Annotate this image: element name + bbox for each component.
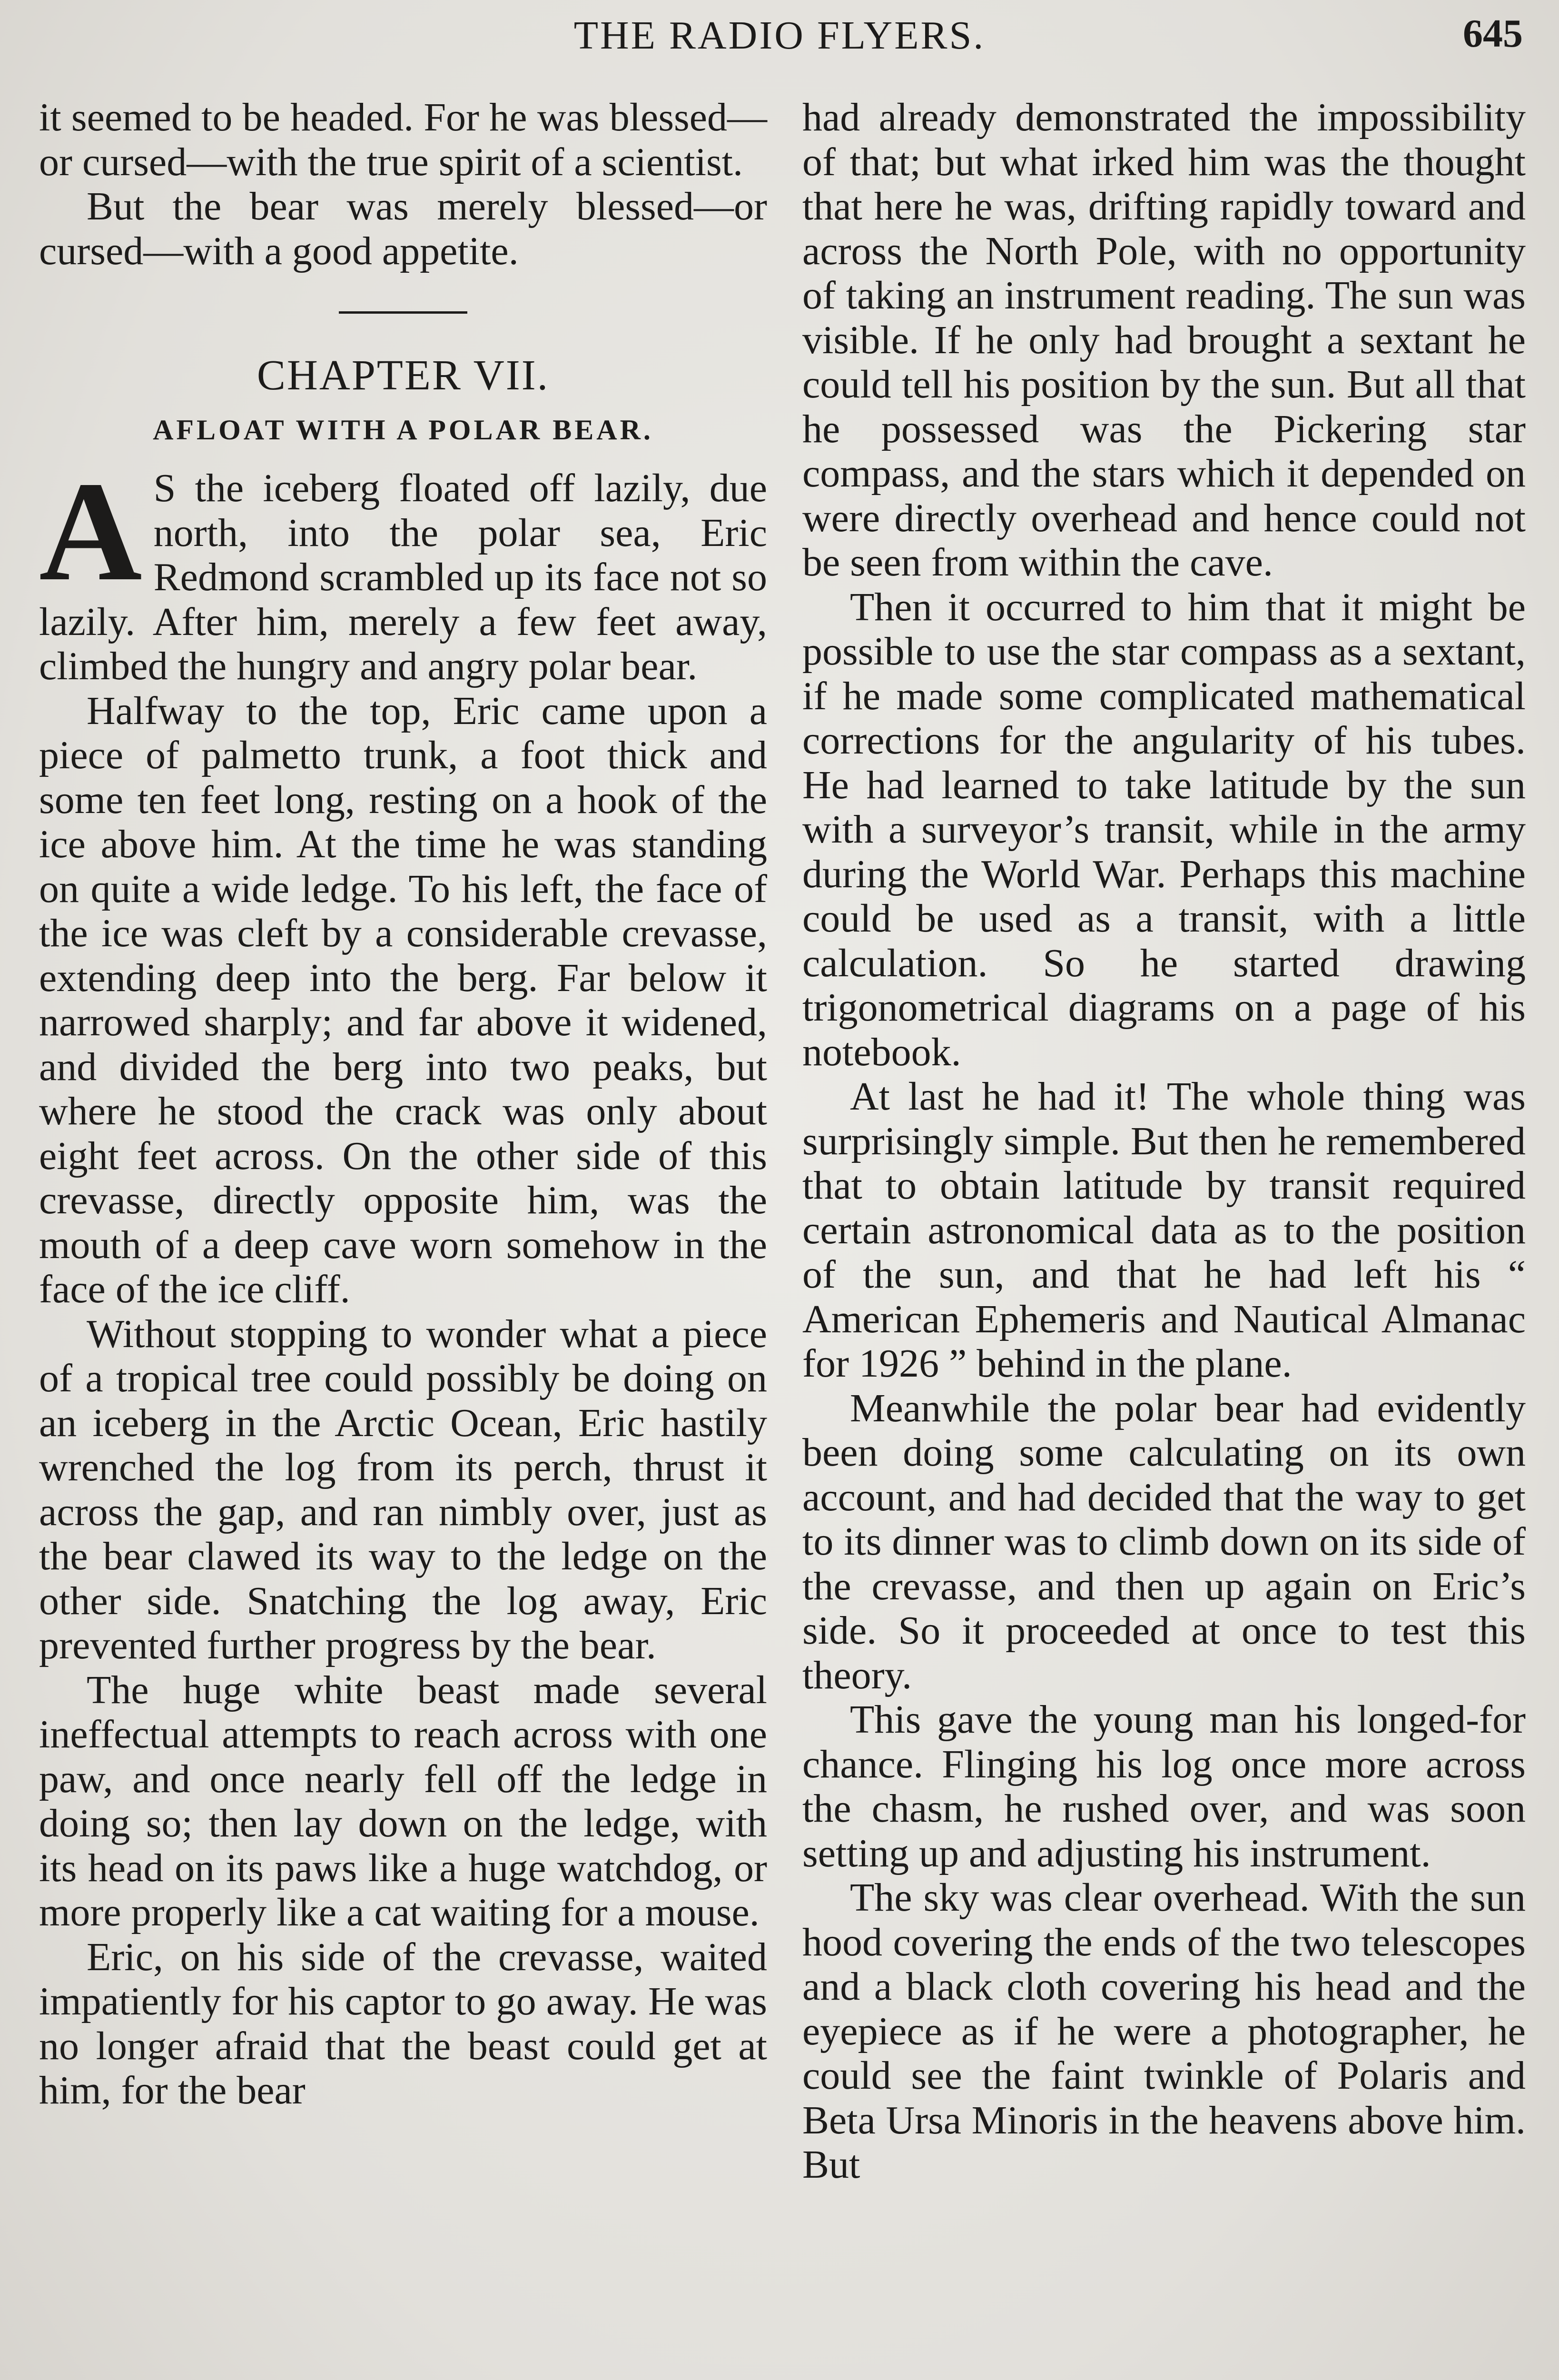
paragraph: had already demonstrated the impossibility of that; but what irked him was the thought that here he was, drifting rapidly toward and across the North Pole, with no opportunity of taking an instrument reading. The sun was visible. If he only had brought a sextant he could tell his position by the sun. But all that he possessed was the Pickering star compass, and the stars which it depended on were directly overhead and hence could not be seen from within the cave. (802, 95, 1526, 585)
drop-cap: A (39, 452, 142, 610)
chapter-title: CHAPTER VII. (257, 352, 550, 399)
paragraph: At last he had it! The whole thing was surprisingly simple. But then he remembered that to obtain latitude by transit required certain astronomical data as to the position of the sun, and that he had left his “ American Ephemeris and Nautical Almanac for 1926 ” behind in the plane. (802, 1074, 1526, 1386)
paragraph: Without stopping to wonder what a piece of a tropical tree could possibly be doing on an iceberg in the Arctic Ocean, Eric hastily wrenched the log from its perch, thrust it across the gap, and ran nimbly over, just as the bear clawed its way to the ledge on the other side. Snatching the log away, Eric prevented further progress by the bear. (39, 1311, 767, 1667)
left-column (39, 95, 767, 2113)
paragraph: The sky was clear overhead. With the sun hood covering the ends of the two telescopes and a black cloth covering his head and the eyepiece as if he were a photographer, he could see the faint twinkle of Polaris and Beta Ursa Minoris in the heavens above him. But (802, 1875, 1526, 2187)
paragraph: it seemed to be headed. For he was blessed—or cursed—with the true spirit of a scientist. (39, 95, 767, 184)
paragraph-text: S the iceberg floated off lazily, due north, into the polar sea, Eric Redmond scrambled up its face not so lazily. After him, merely a few feet away, climbed the hungry and angry polar bear. (39, 466, 767, 688)
running-title: THE RADIO FLYERS. (573, 13, 986, 58)
chapter-opening-paragraph (39, 452, 767, 689)
paragraph: Eric, on his side of the crevasse, waited impatiently for his captor to go away. He was no longer afraid that the beast could get at him, for the bear (39, 1934, 767, 2112)
chapter-subtitle: AFLOAT WITH A POLAR BEAR. (153, 414, 653, 446)
section-rule (339, 311, 467, 314)
paragraph: The huge white beast made several ineffectual attempts to reach across with one paw, and once nearly fell off the ledge in doing so; then lay down on the ledge, with its head on its paws like a huge watchdog, or more properly like a cat waiting for a mouse. (39, 1667, 767, 1934)
paragraph: This gave the young man his longed-for chance. Flinging his log once more across the chasm, he rushed over, and was soon setting up and adjusting his instrument. (802, 1697, 1526, 1875)
paragraph: Halfway to the top, Eric came upon a piece of palmetto trunk, a foot thick and some ten feet long, resting on a hook of the ice above him. At the time he was standing on quite a wide ledge. To his left, the face of the ice was cleft by a considerable crevasse, extending deep into the berg. Far below it narrowed sharply; and far above it widened, and divided the berg into two peaks, but where he stood the crack was only about eight feet across. On the other side of this crevasse, directly opposite him, was the mouth of a deep cave worn somehow in the face of the ice cliff. (39, 688, 767, 1311)
paragraph: Meanwhile the polar bear had evidently been doing some calculating on its own account, and had decided that the way to get to its dinner was to climb down on its side of the crevasse, and then up again on Eric’s side. So it proceeded at once to test this theory. (802, 1386, 1526, 1697)
running-head (0, 9, 1559, 61)
paragraph: But the bear was merely blessed—or cursed—with a good appetite. (39, 184, 767, 273)
page-number: 645 (1463, 11, 1523, 56)
paragraph: Then it occurred to him that it might be possible to use the star compass as a sextant, if he made some complicated mathematical corrections for the angularity of his tubes. He had learned to take latitude by the sun with a surveyor’s transit, while in the army during the World War. Perhaps this machine could be used as a transit, with a little calculation. So he started drawing trigonometrical diagrams on a page of his notebook. (802, 585, 1526, 1074)
right-column (802, 95, 1526, 2187)
